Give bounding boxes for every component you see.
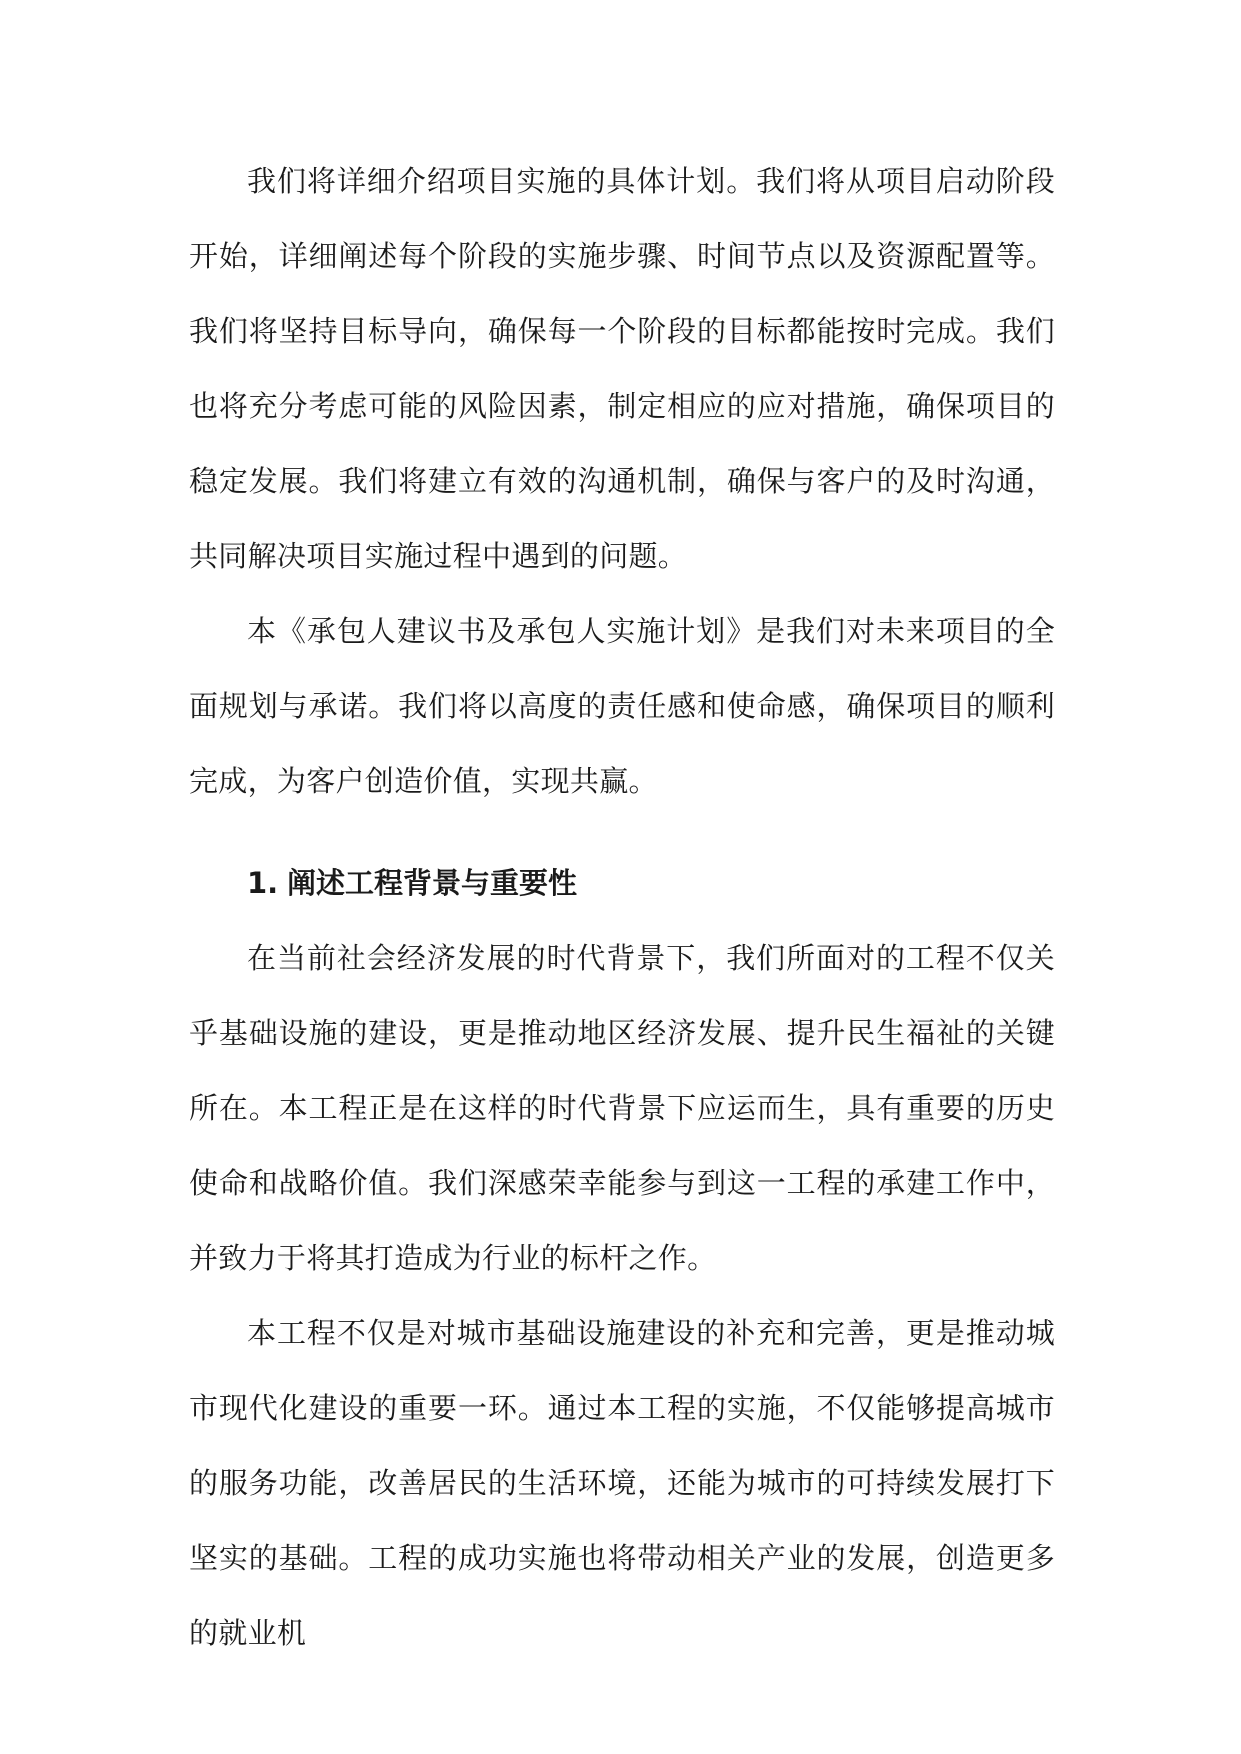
section-heading — [189, 846, 1055, 921]
section-title: 阐述工程背景与重要性 — [287, 866, 578, 900]
paragraph-background: 在当前社会经济发展的时代背景下，我们所面对的工程不仅关乎基础设施的建设，更是推动地区经济发展、提升民生福祉的关键所在。本工程正是在这样的时代背景下应运而生，具有重要的历史使命和战略价值。我们深感荣幸能参与到这一工程的承建工作中，并致力于将其打造成为行业的标杆之作。 — [189, 941, 1055, 1275]
paragraph-commitment: 本《承包人建议书及承包人实施计划》是我们对未来项目的全面规划与承诺。我们将以高度的责任感和使命感，确保项目的顺利完成，为客户创造价值，实现共赢。 — [189, 614, 1055, 798]
document-body — [189, 144, 1055, 1671]
section-number: 1. — [247, 866, 279, 900]
paragraph-implementation-plan: 我们将详细介绍项目实施的具体计划。我们将从项目启动阶段开始，详细阐述每个阶段的实施步骤、时间节点以及资源配置等。我们将坚持目标导向，确保每一个阶段的目标都能按时完成。我们也将充分考虑可能的风险因素，制定相应的应对措施，确保项目的稳定发展。我们将建立有效的沟通机制，确保与客户的及时沟通，共同解决项目实施过程中遇到的问题。 — [189, 164, 1055, 573]
paragraph-importance: 本工程不仅是对城市基础设施建设的补充和完善，更是推动城市现代化建设的重要一环。通过本工程的实施，不仅能够提高城市的服务功能，改善居民的生活环境，还能为城市的可持续发展打下坚实的基础。工程的成功实施也将带动相关产业的发展，创造更多的就业机 — [189, 1316, 1055, 1650]
